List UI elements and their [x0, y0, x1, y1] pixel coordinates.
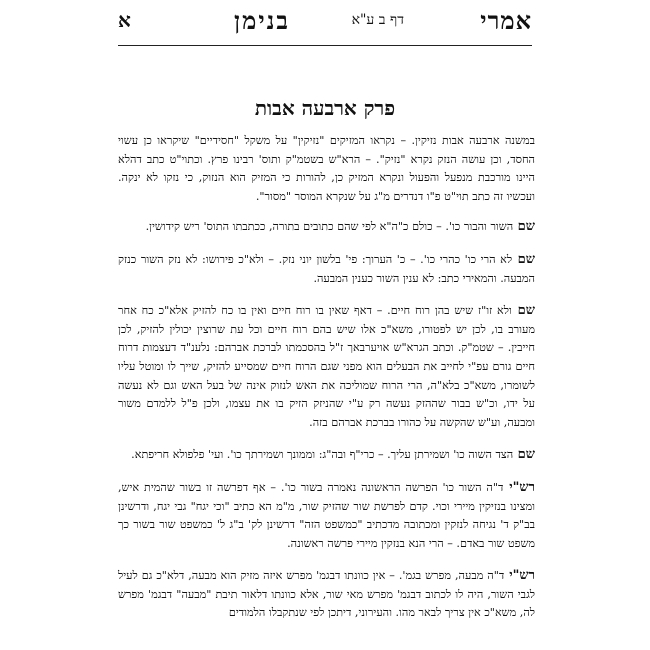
- header-page-letter: א: [118, 8, 131, 32]
- commentary-paragraph: [118, 567, 535, 623]
- commentary-paragraph: [118, 251, 535, 288]
- paragraph-text: ד"ה השור כו' הפרשה הראשונה נאמרה בשור כו'. – אף דפרשה זו בשור שהמית איש, ומצינו בנזיקין מיירי וכוי. קדם לפרשת שור שהזיק שור, מ"מ הא כתיב "וכי יגח" גבי יגח, ודרשינן בב"ק ד' נגיחה לנזקין ומכתובה מדכתיב "כמשפט הזה" דרשינן לק' ב"ג ל' כמשפט שור בשור כך משפט שור באדם. – הרי הנא בנזקין מיירי פרשה ראשונה.: [118, 480, 535, 550]
- header-folio: דף ב ע"א: [351, 12, 404, 28]
- header-book-title: אמרי: [480, 6, 532, 35]
- commentary-paragraph: [118, 446, 535, 465]
- paragraph-lead: שם: [513, 219, 535, 235]
- header-divider: [118, 45, 532, 46]
- paragraph-lead: רש"י: [503, 479, 535, 495]
- paragraph-text: השור והבור כו'. – כולם כ"ה"א לפי שהם כתובים בתורה, ככתבתו התוס' ריש קידושין.: [145, 220, 514, 234]
- header-author-title: בנימן: [233, 6, 290, 35]
- paragraph-lead: שם: [512, 251, 536, 267]
- paragraph-lead: רש"י: [504, 568, 535, 584]
- paragraph-lead: שם: [511, 303, 536, 319]
- paragraph-text: הצד השוה כו' ושמירתן עליך. – כרי"ף ובה"ג: וממונך ושמירתך כו'. ועי' פלפולא חריפתא.: [131, 448, 514, 462]
- chapter-title: פרק ארבעה אבות: [254, 96, 396, 120]
- paragraph-text: לא הרי כו' כהרי כו'. – כ' הערוך: פי' בלשון יוני נזק. – ולא"כ פירושו: לא נזק השור כנזק המבעה. והמאירי כתב: לא ענין השור כענין המבעה.: [118, 252, 535, 285]
- commentary-paragraph: [118, 302, 535, 432]
- commentary-body: [118, 132, 535, 637]
- paragraph-text: ד"ה מבעה, מפרש בגמ'. – אין כוונתו דבגמ' מפרש איזה מזיק הוא מבעה, דלא"כ גם לעיל לגבי השור, היה לו לכתוב דבגמ' מפרש מאי שור, אלא כוונתו דלאור תיבת "מבעה" דבגמ' מפרש לה, משא"כ אין צריך לבאר מהו. והעירוני, דיתכן לפי שנתקבלו הלמודים: [118, 569, 535, 620]
- paragraph-text: במשנה ארבעה אבות נזיקין. – נקראו המזיקים "נזיקין" על משקל "חסידיים" שיקראו כן עשוי החסד, וכן עושה הנזק נקרא "נזיק". – הרא"ש בשטמ"ק ותוס' רבינו פרץ. וכתוי"ט כתב דהלא היינו מורכבת מנפעל והפעול ונקרא המזיק כן, להורות כי המזיק הוא הנזוק, כי נזקו לא ינקה. ועכשיו זה כתב תוי"ט פ"ו דנדרים מ"ג על שנקרא המוסר "מסור".: [118, 134, 535, 203]
- commentary-paragraph: [118, 218, 535, 237]
- paragraph-lead: שם: [513, 447, 535, 463]
- paragraph-text: ולא זו"ז שיש בהן רוח חיים. – דאף שאין בו רוח חיים ואין בו כח להזיק אלא"כ כח אחר מעורב בו, לכן יש לפטורו, משא"כ אלו שיש בהם רוח חיים וכל עת שרוצין יכולין להזיק, לכן חייבין. – שטמ"ק. וכתב הגרא"ש אויערבאך ז"ל בהסכמתו לברכת אברהם: נלענ"ד דעצמות דרוח חיים גורם עפ"י לחייב את הבעלים הוא מפני שגם הרוח חיים שמסייע להזיק, שייך לו ומוטל עליו לשומרו, משא"כ בלא"ה, הרי הרוח שמוליכה את האש לנזוק אינה של בעל האש וגם לא נעשה על ידו, וכ"ש בבור שההזק נעשה רק ע"י שהניזק הזיק בו את עצמו, ולכן פ"ל ללמדם משור ומבעה, וע"ש שהקשה על כהורו בברכת אברהם בזה.: [118, 304, 535, 429]
- commentary-paragraph: [118, 479, 535, 553]
- running-header: [118, 4, 532, 38]
- commentary-paragraph: [118, 132, 535, 206]
